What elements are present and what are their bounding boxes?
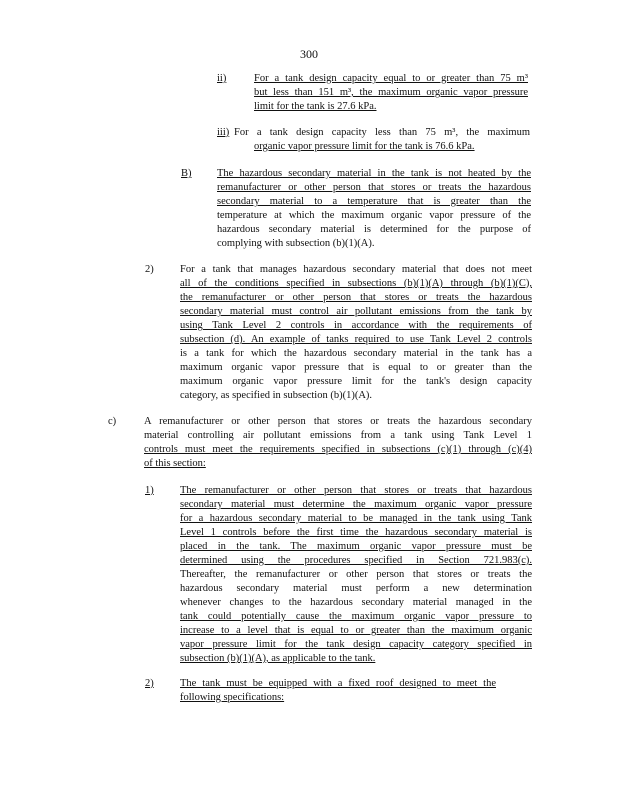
item-label-B: B) bbox=[181, 168, 192, 179]
text-line: tank could potentially cause the maximum organic vapor pressure to bbox=[180, 611, 532, 622]
text-line: complying with subsection (b)(1)(A). bbox=[217, 238, 375, 249]
text-line: For a tank design capacity equal to or greater than 75 m³ bbox=[254, 73, 528, 84]
item-label-1: 1) bbox=[145, 485, 154, 496]
text-line: maximum organic vapor pressure that is equal to or greater than the bbox=[180, 362, 532, 373]
item-label-ii: ii) bbox=[217, 73, 227, 84]
text-line: following specifications: bbox=[180, 692, 285, 703]
text-line: determined using the procedures specified in Section 721.983(c). bbox=[180, 555, 532, 566]
text-line: hazardous secondary material must perform a new determination bbox=[180, 583, 532, 594]
text-line: but less than 151 m³, the maximum organic vapor pressure bbox=[254, 87, 528, 98]
text-line: for a hazardous secondary material to be managed in the tank using Tank bbox=[180, 513, 532, 524]
item-label-c: c) bbox=[108, 416, 117, 427]
text-line: The remanufacturer or other person that stores or treats that hazardous bbox=[180, 485, 532, 496]
text-line: secondary material to a temperature that is greater than the bbox=[217, 196, 531, 207]
item-label-2b: 2) bbox=[145, 678, 154, 689]
text-line: category, as specified in subsection (b)(1)(A). bbox=[180, 390, 373, 401]
text-line: Level 1 controls before the first time the hazardous secondary material is bbox=[180, 527, 532, 538]
text-line: whenever changes to the hazardous secondary material managed in the bbox=[180, 597, 532, 608]
item-ii-text bbox=[254, 72, 528, 114]
text-line: For a tank design capacity less than 75 m³, the maximum bbox=[234, 127, 530, 138]
text-line: limit for the tank is 27.6 kPa. bbox=[254, 101, 377, 112]
text-line: using Tank Level 2 controls in accordance with the requirements of bbox=[180, 320, 532, 331]
item-2-text bbox=[180, 263, 532, 403]
item-iii-text-cont bbox=[254, 140, 502, 154]
text-line: vapor pressure limit for the tank design capacity category specified in bbox=[180, 639, 532, 650]
text-line: temperature at which the maximum organic vapor pressure of the bbox=[217, 210, 531, 221]
text-line: A remanufacturer or other person that stores or treats the hazardous secondary bbox=[144, 416, 532, 427]
text-line: the remanufacturer or other person that stores or treats the hazardous bbox=[180, 292, 532, 303]
item-label-2: 2) bbox=[145, 264, 154, 275]
text-line: For a tank that manages hazardous secondary material that does not meet bbox=[180, 264, 532, 275]
text-line: subsection (b)(1)(A), as applicable to the tank. bbox=[180, 653, 376, 664]
text-line: The tank must be equipped with a fixed roof designed to meet the bbox=[180, 678, 496, 689]
text-line: hazardous secondary material is determined for the purpose of bbox=[217, 224, 531, 235]
text-line: Thereafter, the remanufacturer or other person that stores or treats the bbox=[180, 569, 532, 580]
text-line: increase to a level that is equal to or greater than the maximum organic bbox=[180, 625, 532, 636]
text-line: secondary material must control air pollutant emissions from the tank by bbox=[180, 306, 532, 317]
item-1-text bbox=[180, 484, 532, 666]
page-number: 300 bbox=[300, 47, 318, 61]
text-line: controls must meet the requirements specified in subsections (c)(1) through (c)(4) bbox=[144, 444, 532, 455]
text-line: of this section: bbox=[144, 458, 206, 469]
item-B-text bbox=[217, 167, 531, 251]
text-line: all of the conditions specified in subsections (b)(1)(A) through (b)(1)(C), bbox=[180, 278, 532, 289]
text-line: subsection (d). An example of tanks required to use Tank Level 2 controls bbox=[180, 334, 532, 345]
text-line: maximum organic vapor pressure limit for the tank's design capacity bbox=[180, 376, 532, 387]
item-iii-text bbox=[234, 126, 530, 140]
text-line: organic vapor pressure limit for the tank is 76.6 kPa. bbox=[254, 141, 475, 152]
item-2b-text bbox=[180, 677, 496, 705]
item-c-text bbox=[144, 415, 532, 471]
text-line: material controlling air pollutant emissions from a tank using Tank Level 1 bbox=[144, 430, 532, 441]
text-line: The hazardous secondary material in the tank is not heated by the bbox=[217, 168, 531, 179]
text-line: secondary material must determine the maximum organic vapor pressure bbox=[180, 499, 532, 510]
text-line: remanufacturer or other person that stores or treats the hazardous bbox=[217, 182, 531, 193]
text-line: placed in the tank. The maximum organic vapor pressure must be bbox=[180, 541, 532, 552]
text-line: is a tank for which the hazardous secondary material in the tank has a bbox=[180, 348, 532, 359]
item-label-iii: iii) bbox=[217, 127, 230, 138]
